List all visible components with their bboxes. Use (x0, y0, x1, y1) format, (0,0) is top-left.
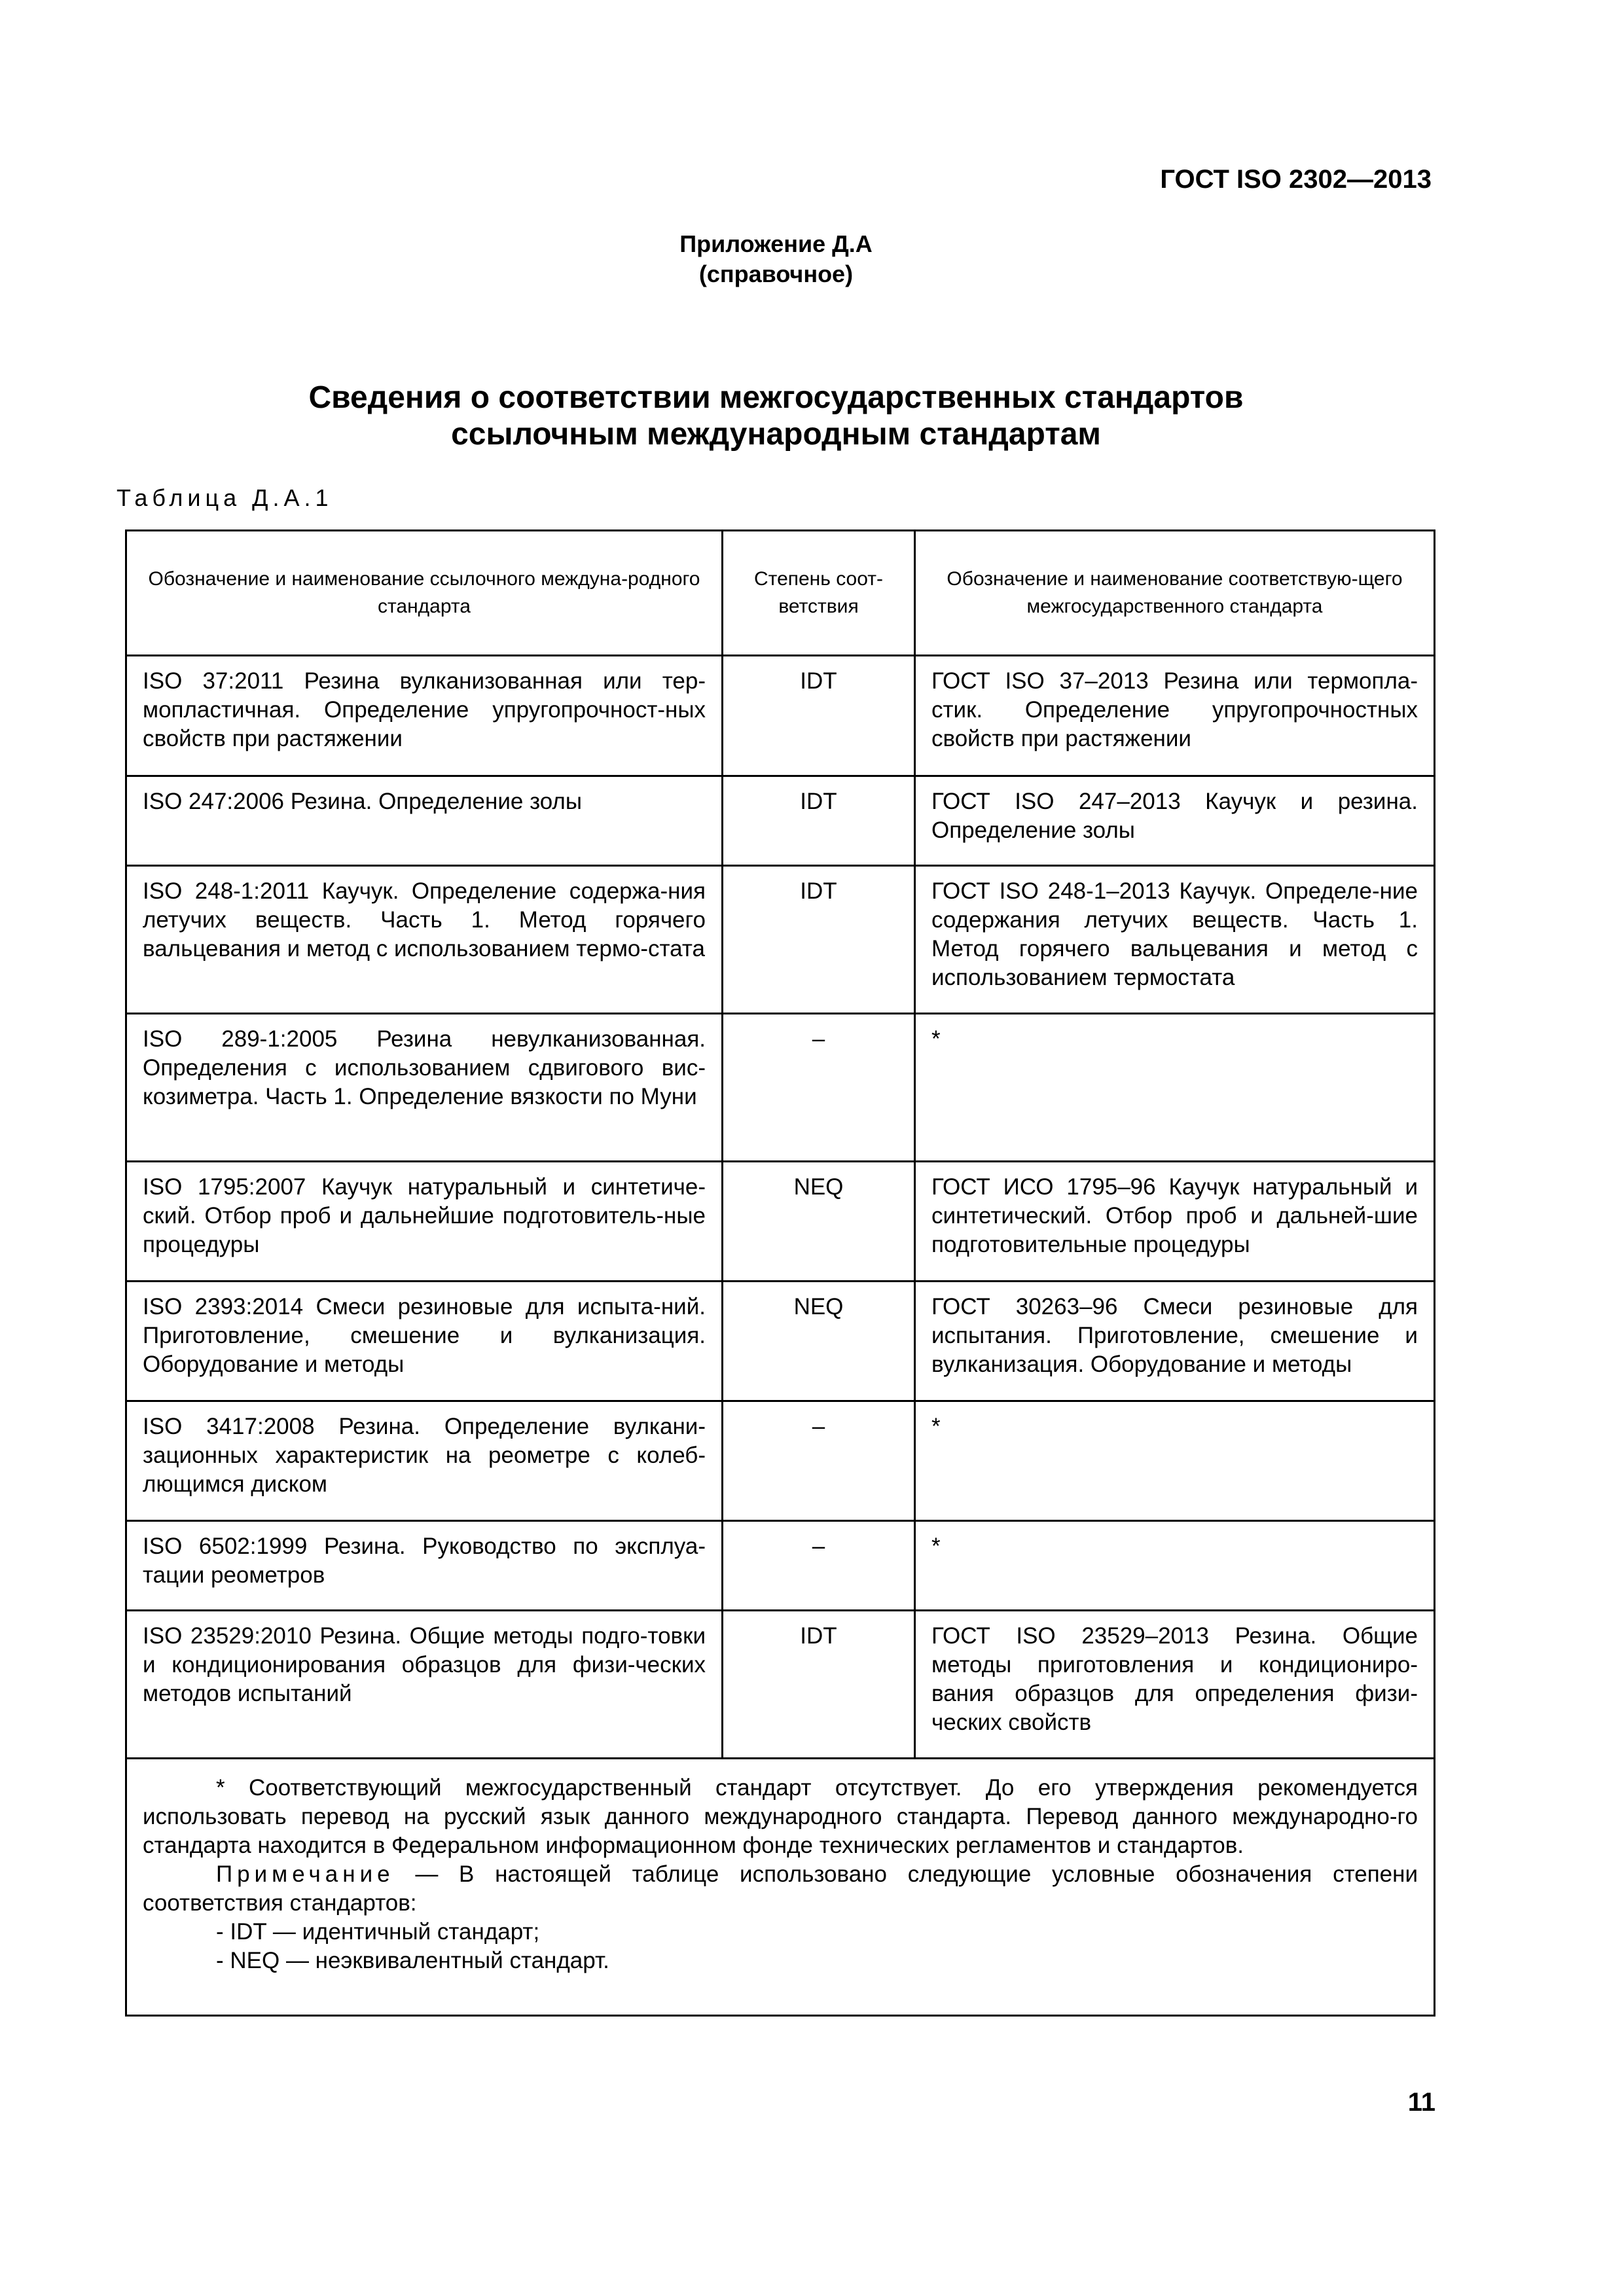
cell-national-standard: ГОСТ ISO 248-1–2013 Каучук. Определе-ние содержания летучих веществ. Часть 1. Метод горячего вальцевания и метод с использованием термостата (915, 866, 1435, 1014)
cell-intl-standard: ISO 1795:2007 Каучук натуральный и синтетиче-ский. Отбор проб и дальнейшие подготовитель-ные процедуры (126, 1162, 723, 1282)
note-item-idt: - IDT — идентичный стандарт; (216, 1919, 540, 1945)
header-national-standard: Обозначение и наименование соответствую-щего межгосударственного стандарта (915, 531, 1435, 656)
table-row (126, 1162, 1435, 1282)
cell-degree: – (723, 1521, 915, 1611)
cell-national-standard: ГОСТ ISO 23529–2013 Резина. Общие методы приготовления и кондициониро-вания образцов для определения физи-ческих свойств (915, 1611, 1435, 1759)
annex-subtitle: (справочное) (698, 260, 854, 287)
table-label: Таблица Д.А.1 (117, 484, 333, 511)
header-intl-standard: Обозначение и наименование ссылочного междуна-родного стандарта (126, 531, 723, 656)
page-title (0, 380, 1552, 453)
table-row (126, 1282, 1435, 1401)
page-title-line-2: ссылочным международным стандартам (451, 417, 1101, 452)
cell-intl-standard: ISO 6502:1999 Резина. Руководство по эксплуа-тации реометров (126, 1521, 723, 1611)
page-number: 11 (1407, 2088, 1435, 2117)
cell-degree: NEQ (723, 1282, 915, 1401)
table-notes (126, 1759, 1435, 2016)
annex-heading (0, 229, 1552, 289)
cell-degree: IDT (723, 656, 915, 776)
cell-degree: IDT (723, 1611, 915, 1759)
cell-intl-standard: ISO 37:2011 Резина вулканизованная или тер-мопластичная. Определение упругопрочност-ных свойств при растяжении (126, 656, 723, 776)
header-degree: Степень соот-ветствия (723, 531, 915, 656)
table-header-row (126, 531, 1435, 656)
footnote-text: * Соответствующий межгосударственный стандарт отсутствует. До его утверждения рекомендуется использовать перевод на русский язык данного международного стандарта. Перевод данного международно-го стандарта находится в Федеральном информационном фонде технических регламентов и стандартов. (143, 1775, 1418, 1858)
table-row (126, 776, 1435, 866)
table-notes-row (126, 1759, 1435, 2016)
table-row (126, 656, 1435, 776)
cell-national-standard: ГОСТ ИСО 1795–96 Каучук натуральный и синтетический. Отбор проб и дальней-шие подготовительные процедуры (915, 1162, 1435, 1282)
note-paragraph (143, 1860, 1418, 1918)
cell-national-standard: ГОСТ ISO 247–2013 Каучук и резина. Определение золы (915, 776, 1435, 866)
annex-title: Приложение Д.А (679, 230, 873, 257)
cell-intl-standard: ISO 248-1:2011 Каучук. Определение содержа-ния летучих веществ. Часть 1. Метод горячего вальцевания и метод с использованием термо-стата (126, 866, 723, 1014)
table-body (126, 656, 1435, 2016)
table-row (126, 1014, 1435, 1162)
cell-intl-standard: ISO 23529:2010 Резина. Общие методы подго-товки и кондиционирования образцов для физи-ческих методов испытаний (126, 1611, 723, 1759)
table-row (126, 1401, 1435, 1521)
cell-intl-standard: ISO 289-1:2005 Резина невулканизованная. Определения с использованием сдвигового вис-козиметра. Часть 1. Определение вязкости по Муни (126, 1014, 723, 1162)
cell-degree: NEQ (723, 1162, 915, 1282)
table-row (126, 1521, 1435, 1611)
cell-national-standard: * (915, 1014, 1435, 1162)
note-item-neq: - NEQ — неэквивалентный стандарт. (216, 1948, 609, 1973)
table-row (126, 866, 1435, 1014)
cell-intl-standard: ISO 2393:2014 Смеси резиновые для испыта-ний. Приготовление, смешение и вулканизация. Оборудование и методы (126, 1282, 723, 1401)
document-number: ГОСТ ISO 2302—2013 (1160, 165, 1432, 194)
cell-national-standard: ГОСТ ISO 37–2013 Резина или термопла-стик. Определение упругопрочностных свойств при растяжении (915, 656, 1435, 776)
correspondence-table (125, 529, 1435, 2017)
cell-degree: – (723, 1401, 915, 1521)
table-row (126, 1611, 1435, 1759)
page-title-line-1: Сведения о соответствии межгосударственных стандартов (308, 380, 1244, 415)
note-label: Примечание (216, 1861, 395, 1887)
cell-national-standard: * (915, 1401, 1435, 1521)
cell-degree: IDT (723, 866, 915, 1014)
note-text: — В настоящей таблице использовано следующие условные обозначения степени соответствия стандартов: (143, 1861, 1418, 1916)
cell-national-standard: ГОСТ 30263–96 Смеси резиновые для испытания. Приготовление, смешение и вулканизация. Оборудование и методы (915, 1282, 1435, 1401)
cell-degree: – (723, 1014, 915, 1162)
cell-intl-standard: ISO 3417:2008 Резина. Определение вулкани-зационных характеристик на реометре с колеб-лющимся диском (126, 1401, 723, 1521)
cell-national-standard: * (915, 1521, 1435, 1611)
cell-intl-standard: ISO 247:2006 Резина. Определение золы (126, 776, 723, 866)
cell-degree: IDT (723, 776, 915, 866)
